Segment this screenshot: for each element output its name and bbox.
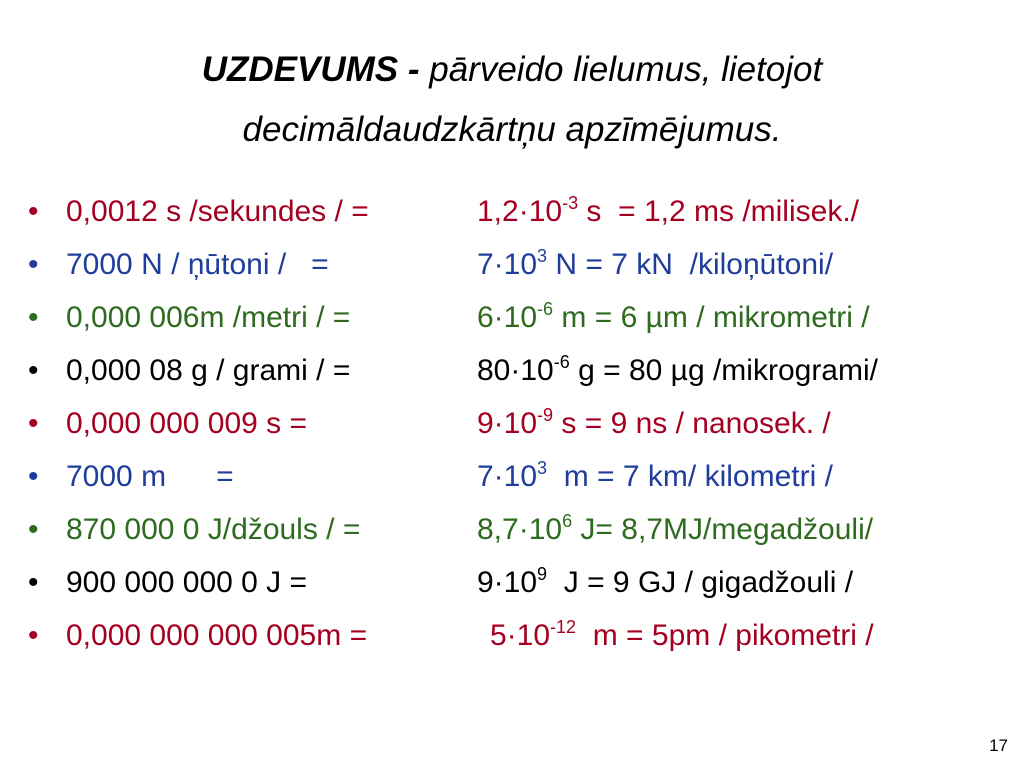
result-text: g = 80 µg /mikrogrami/ — [569, 354, 878, 387]
value-original: 0,000 08 g / grami / = — [66, 354, 351, 387]
coefficient: 7·10 — [477, 460, 538, 493]
coefficient: 1,2·10 — [477, 195, 563, 228]
value-original: 0,0012 s /sekundes / = — [66, 195, 369, 228]
value-original: 7000 N / ņūtoni / = — [66, 248, 329, 281]
result-text: s = 9 ns / nanosek. / — [553, 407, 831, 440]
exponent: -6 — [553, 352, 570, 372]
value-original: 870 000 0 J/džouls / = — [66, 513, 361, 546]
title-line-1 — [0, 40, 1024, 100]
page-number: 17 — [989, 736, 1008, 755]
bullet-icon: • — [28, 248, 39, 281]
value-original: 0,000 000 000 005m = — [66, 619, 368, 652]
bullet-icon: • — [28, 460, 39, 493]
coefficient: 7·10 — [477, 248, 538, 281]
coefficient: 5·10 — [490, 619, 551, 652]
result-text: N = 7 kN /kiloņūtoni/ — [547, 248, 834, 281]
value-converted — [477, 185, 859, 238]
coefficient: 9·10 — [477, 407, 538, 440]
bullet-icon: • — [28, 513, 39, 546]
bullet-icon: • — [28, 195, 39, 228]
exponent: 3 — [537, 458, 548, 478]
value-converted — [477, 344, 878, 397]
result-text: m = 5pm / pikometri / — [576, 619, 874, 652]
bullet-icon: • — [28, 301, 39, 334]
bullet-icon: • — [28, 566, 39, 599]
result-text: s = 1,2 ms /milisek./ — [578, 195, 859, 228]
value-converted — [477, 291, 870, 344]
coefficient: 6·10 — [477, 301, 538, 334]
coefficient: 80·10 — [477, 354, 554, 387]
value-original: 0,000 006m /metri / = — [66, 301, 351, 334]
value-original: 900 000 000 0 J = — [66, 566, 308, 599]
value-converted — [477, 397, 831, 450]
title-bold: UZDEVUMS - — [201, 50, 420, 89]
exponent: 9 — [537, 564, 548, 584]
exponent: 6 — [562, 511, 573, 531]
coefficient: 8,7·10 — [477, 513, 563, 546]
result-text: m = 7 km/ kilometri / — [547, 460, 833, 493]
exponent: -6 — [537, 299, 554, 319]
value-original: 7000 m = — [66, 460, 234, 493]
bullet-icon: • — [28, 407, 39, 440]
value-converted — [477, 238, 833, 291]
value-original: 0,000 000 009 s = — [66, 407, 308, 440]
exponent: -3 — [562, 193, 579, 213]
title-rest: pārveido lielumus, lietojot — [419, 50, 823, 89]
value-converted — [477, 556, 853, 609]
slide-title — [0, 40, 1024, 160]
exponent: 3 — [537, 246, 548, 266]
title-line-2: decimāldaudzkārtņu apzīmējumus. — [242, 110, 782, 149]
value-converted — [477, 450, 833, 503]
result-text: J= 8,7MJ/megadžouli/ — [572, 513, 874, 546]
result-text: J = 9 GJ / gigadžouli / — [547, 566, 854, 599]
value-converted — [490, 609, 874, 662]
exponent: -9 — [537, 405, 554, 425]
value-converted — [477, 503, 873, 556]
exponent: -12 — [550, 617, 577, 637]
bullet-icon: • — [28, 354, 39, 387]
bullet-icon: • — [28, 619, 39, 652]
result-text: m = 6 µm / mikrometri / — [553, 301, 870, 334]
coefficient: 9·10 — [477, 566, 538, 599]
